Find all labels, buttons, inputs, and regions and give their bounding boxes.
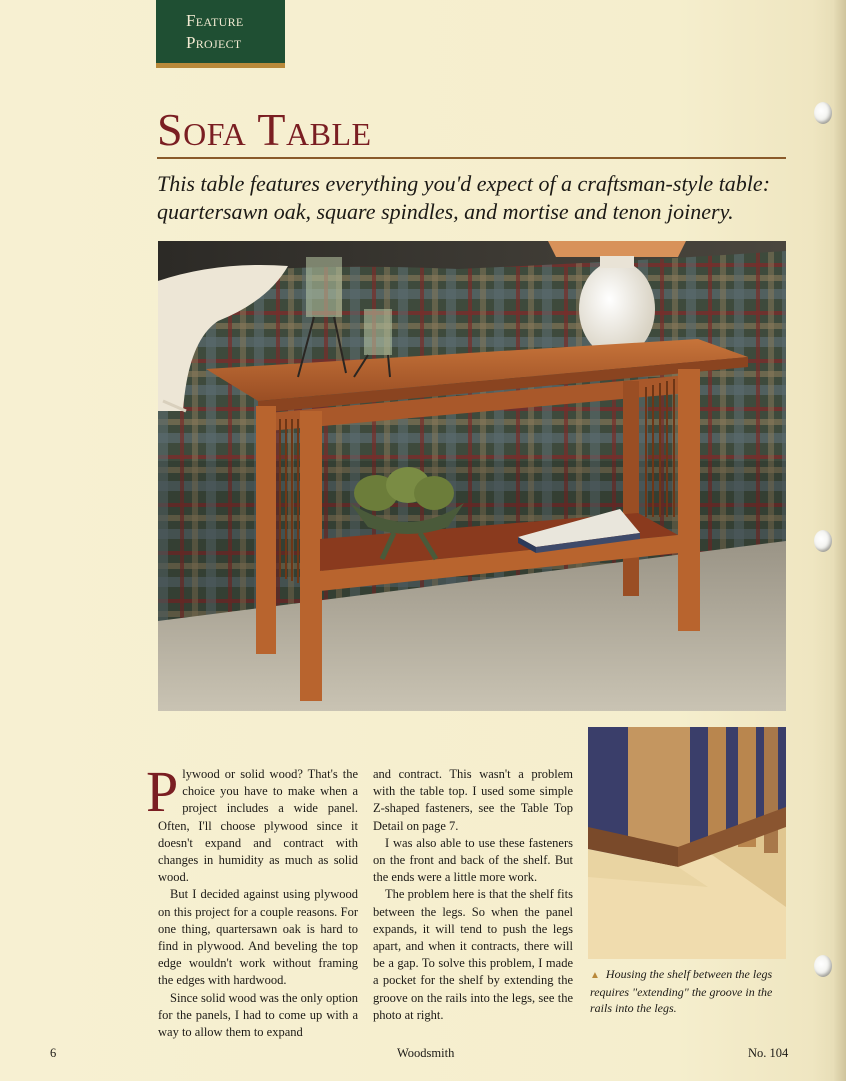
article-column-1 (146, 759, 358, 1041)
drop-cap: P (146, 759, 179, 824)
article-subtitle: This table features everything you'd expect of a craftsman-style table: quartersawn oak, square spindles, and mortise and tenon joinery. (157, 171, 771, 224)
paragraph: The problem here is that the shelf fits between the legs. So when the panel expands, it will tend to push the legs apart, and when it contracts, there will be a gap. To solve this problem, I made a pocket for the shelf by extending the groove on the rails into the legs, see the photo at right. (373, 887, 573, 1022)
paragraph (146, 759, 358, 886)
title-divider (157, 157, 786, 159)
shelf-detail-photo (588, 727, 786, 959)
binder-hole (814, 530, 832, 552)
feature-project-tab (156, 0, 285, 68)
paragraph: and contract. This wasn't a problem with the table top. I used some simple Z-shaped fasteners, see the Table Top Detail on page 7. (373, 767, 573, 833)
page-edge (834, 0, 846, 1081)
tab-line-2: Project (186, 33, 242, 52)
article-body (146, 742, 576, 1040)
paragraph-text: lywood or solid wood? That's the choice you have to make when a project includes a wide panel. Often, I'll choose plywood since it doesn't expand and contract with changes in humidity as much as solid wood. (158, 767, 358, 885)
article-title: Sofa Table (157, 104, 372, 155)
binder-hole (814, 102, 832, 124)
issue-number: No. 104 (748, 1046, 789, 1060)
page-number: 6 (50, 1046, 57, 1060)
article-column-2 (373, 766, 573, 1024)
tab-line-1: Feature (186, 11, 244, 30)
paragraph: I was also able to use these fasteners on the front and back of the shelf. But the ends were a little more work. (373, 835, 573, 885)
caption-triangle-icon: ▲ (590, 970, 600, 981)
sofa-table-photo (158, 241, 786, 711)
binder-hole (814, 955, 832, 977)
paragraph: But I decided against using plywood on this project for a couple reasons. For one thing, quartersawn oak is hard to find in plywood. And beveling the top edge wouldn't work without framing the edges with hardwood. (158, 887, 358, 988)
paragraph: Since solid wood was the only option for the panels, I had to come up with a way to allow them to expand (158, 990, 358, 1040)
caption-text: Housing the shelf between the legs requires "extending" the groove in the rails into the legs. (590, 967, 773, 1015)
magazine-name: Woodsmith (397, 1046, 455, 1060)
photo-caption (590, 966, 790, 1016)
